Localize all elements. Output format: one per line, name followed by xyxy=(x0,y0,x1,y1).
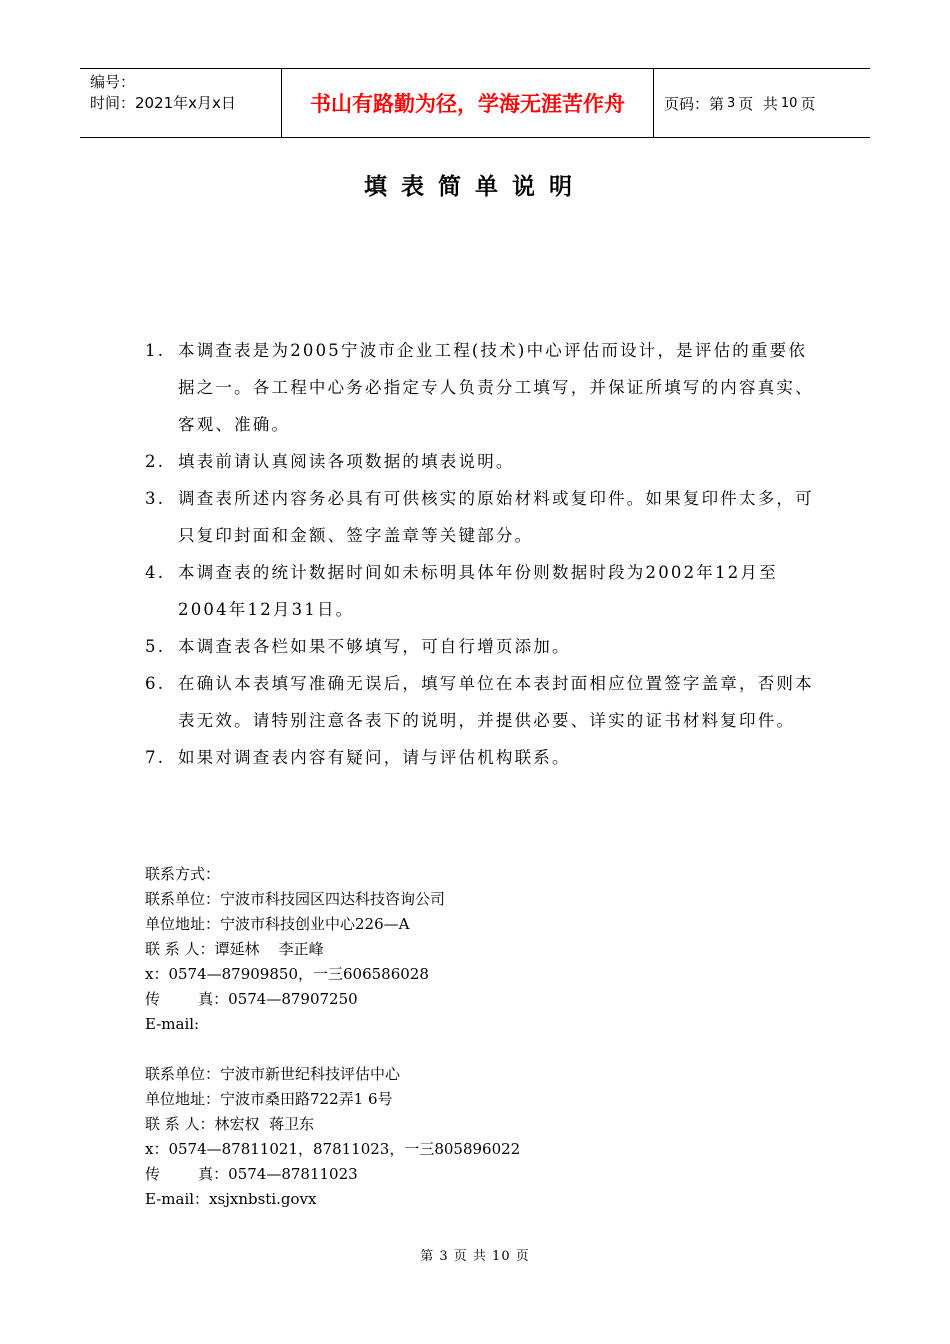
instruction-item xyxy=(145,554,825,628)
org1-fax: 传 真：0574—87907250 xyxy=(145,990,358,1008)
instruction-number: 1. xyxy=(145,341,166,360)
page-footer: 第 3 页 共 10 页 xyxy=(420,1249,530,1264)
contact-spacer xyxy=(145,1037,845,1062)
instruction-text: 本调查表各栏如果不够填写，可自行增页添加。 xyxy=(178,637,571,656)
org1-address: 单位地址：宁波市科技创业中心226—A xyxy=(145,915,410,933)
org2-email: E-mail：xsjxnbsti.govx xyxy=(145,1190,317,1208)
instruction-text: 如果对调查表内容有疑问，请与评估机构联系。 xyxy=(178,748,571,767)
instruction-text: 填表前请认真阅读各项数据的填表说明。 xyxy=(178,452,515,471)
instruction-item xyxy=(145,443,825,480)
page-total: 10 xyxy=(780,95,798,111)
instruction-text: 本调查表是为2005宁波市企业工程(技术)中心评估而设计，是评估的重要依据之一。各工程中心务必指定专人负责分工填写，并保证所填写的内容真实、客观、准确。 xyxy=(178,341,814,434)
org2-fax: 传 真：0574—87811023 xyxy=(145,1165,358,1183)
page-mid: 页 共 xyxy=(738,94,778,113)
document-header xyxy=(80,68,870,138)
instruction-number: 3. xyxy=(145,489,166,508)
instruction-item xyxy=(145,665,825,739)
org1-unit: 联系单位：宁波市科技园区四达科技咨询公司 xyxy=(145,890,446,908)
instruction-text: 在确认本表填写准确无误后，填写单位在本表封面相应位置签字盖章，否则本表无效。请特别注意各表下的说明，并提供必要、详实的证书材料复印件。 xyxy=(178,674,814,730)
time-label: 时间：2021年x月x日 xyxy=(90,94,236,112)
header-left-cell xyxy=(80,69,281,137)
org2-unit: 联系单位：宁波市新世纪科技评估中心 xyxy=(145,1065,401,1083)
instruction-number: 2. xyxy=(145,452,166,471)
instruction-number: 6. xyxy=(145,674,166,693)
instruction-list xyxy=(145,332,825,776)
contact-heading: 联系方式： xyxy=(145,865,221,883)
page-title: 填表简单说明 xyxy=(364,174,586,200)
instruction-item xyxy=(145,332,825,443)
instruction-text: 调查表所述内容务必具有可供核实的原始材料或复印件。如果复印件太多，可只复印封面和金额、签字盖章等关键部分。 xyxy=(178,489,814,545)
org1-email: E-mail: xyxy=(145,1015,200,1033)
instruction-number: 5. xyxy=(145,637,166,656)
header-motto: 书山有路勤为径，学海无涯苦作舟 xyxy=(281,69,654,137)
page-suffix: 页 xyxy=(800,94,816,113)
page-prefix: 页码：第 xyxy=(664,94,725,113)
instruction-number: 7. xyxy=(145,748,166,767)
contact-section xyxy=(145,862,845,1212)
instruction-text: 本调查表的统计数据时间如未标明具体年份则数据时段为2002年12月至2004年12月31日。 xyxy=(178,563,778,619)
org2-person: 联 系 人：林宏权 蒋卫东 xyxy=(145,1115,315,1133)
header-page-info xyxy=(654,69,870,137)
org1-phone: x：0574—87909850，一三606586028 xyxy=(145,965,429,983)
org1-person: 联 系 人：谭延林 李正峰 xyxy=(145,940,324,958)
instruction-item xyxy=(145,739,825,776)
code-label: 编号： xyxy=(90,73,136,91)
instruction-item xyxy=(145,628,825,665)
instruction-number: 4. xyxy=(145,563,166,582)
instruction-item xyxy=(145,480,825,554)
org2-phone: x：0574—87811021，87811023，一三805896022 xyxy=(145,1140,521,1158)
org2-address: 单位地址：宁波市桑田路722弄1 6号 xyxy=(145,1090,393,1108)
page-current: 3 xyxy=(727,95,736,111)
